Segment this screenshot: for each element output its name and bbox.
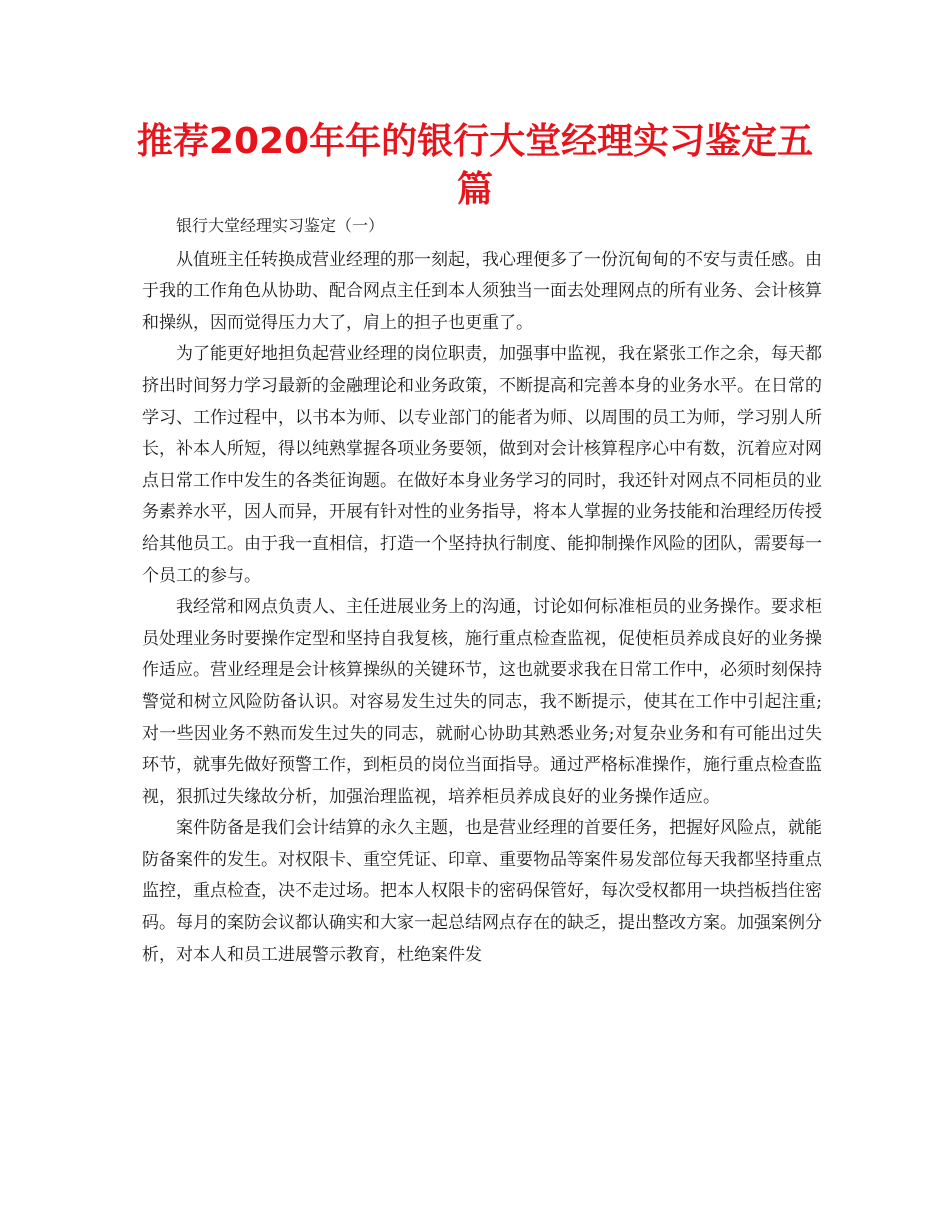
paragraph-1: 从值班主任转换成营业经理的那一刻起，我心理便多了一份沉甸甸的不安与责任感。由于我的工作角色从协助、配合网点主任到本人须独当一面去处理网点的所有业务、会计核算和操纵，因而觉得压力大了，肩上的担子也更重了。	[142, 249, 822, 333]
paragraph-2: 为了能更好地担负起营业经理的岗位职责，加强事中监视，我在紧张工作之余，每天都挤出时间努力学习最新的金融理论和业务政策，不断提高和完善本身的业务水平。在日常的学习、工作过程中，以书本为师、以专业部门的能者为师、以周围的员工为师，学习别人所长，补本人所短，得以纯熟掌握各项业务要领，做到对会计核算程序心中有数，沉着应对网点日常工作中发生的各类征询题。在做好本身业务学习的同时，我还针对网点不同柜员的业务素养水平，因人而异，开展有针对性的业务指导，将本人掌握的业务技能和治理经历传授给其他员工。由于我一直相信，打造一个坚持执行制度、能抑制操作风险的团队，需要每一个员工的参与。	[142, 344, 822, 586]
paragraph-3: 我经常和网点负责人、主任进展业务上的沟通，讨论如何标准柜员的业务操作。要求柜员处理业务时要操作定型和坚持自我复核，施行重点检查监视，促使柜员养成良好的业务操作适应。营业经理是会计核算操纵的关键环节，这也就要求我在日常工作中，必须时刻保持警觉和树立风险防备认识。对容易发生过失的同志，我不断提示，使其在工作中引起注重;对一些因业务不熟而发生过失的同志，就耐心协助其熟悉业务;对复杂业务和有可能出过失环节，就事先做好预警工作，到柜员的岗位当面指导。通过严格标准操作，施行重点检查监视，狠抓过失缘故分析，加强治理监视，培养柜员养成良好的业务操作适应。	[142, 597, 822, 807]
paragraph-4: 案件防备是我们会计结算的永久主题，也是营业经理的首要任务，把握好风险点，就能防备案件的发生。对权限卡、重空凭证、印章、重要物品等案件易发部位每天我都坚持重点监控，重点检查，决不走过场。把本人权限卡的密码保管好，每次受权都用一块挡板挡住密码。每月的案防会议都认确实和大家一起总结网点存在的缺乏，提出整改方案。加强案例分析，对本人和员工进展警示教育，杜绝案件发	[142, 818, 822, 965]
document-body	[142, 210, 822, 971]
section-heading: 银行大堂经理实习鉴定（一）	[176, 216, 385, 235]
document-title: 推荐2020年年的银行大堂经理实习鉴定五篇	[136, 121, 814, 210]
